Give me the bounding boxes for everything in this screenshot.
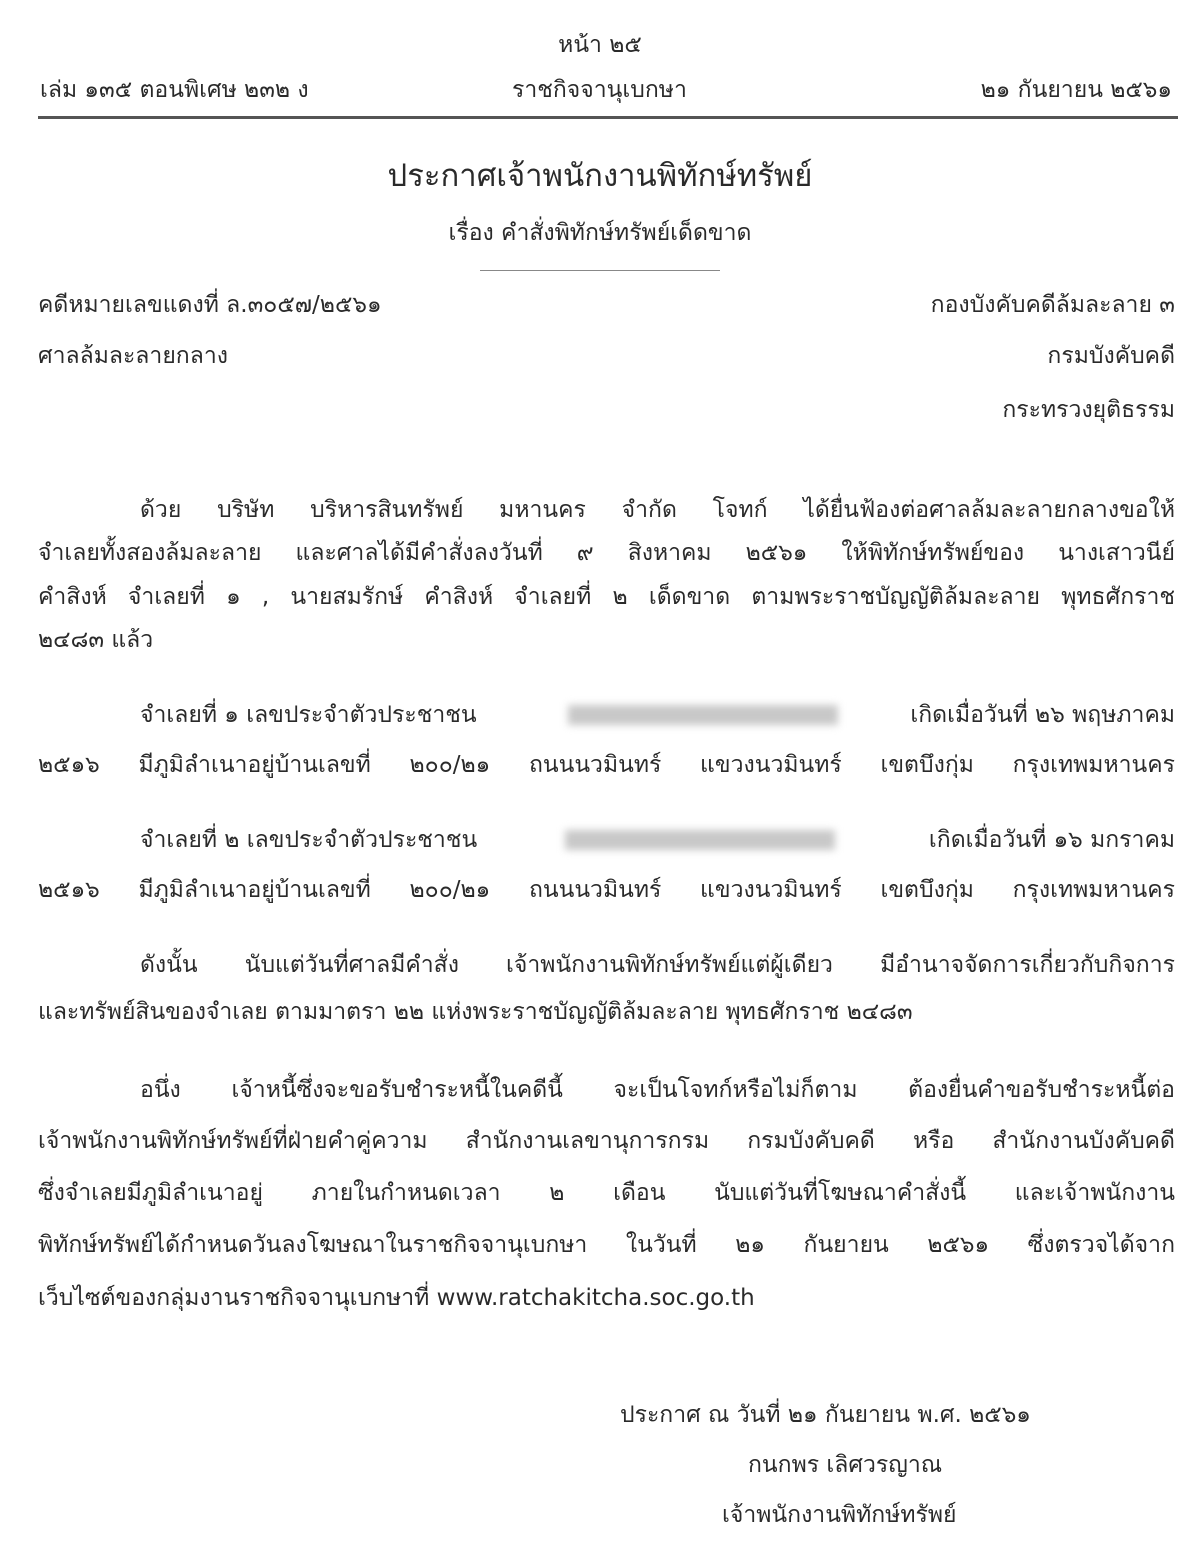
gazette-date: ๒๑ กันยายน ๒๕๖๑ [980,77,1172,103]
court-name: ศาลล้มละลายกลาง [38,343,228,369]
title-divider [480,270,720,271]
paragraph-5-line: เจ้าพนักงานพิทักษ์ทรัพย์ที่ฝ่ายคำคู่ความ สำนักงานเลขานุการกรม กรมบังคับคดี หรือ สำนักงานบังคับคดี [38,1128,1175,1154]
paragraph-5-line: อนึ่ง เจ้าหนี้ซึ่งจะขอรับชำระหนี้ในคดีนี้ จะเป็นโจทก์หรือไม่ก็ตาม ต้องยื่นคำขอรับชำระหนี้ต่อ [140,1077,1175,1103]
defendant-1-label: จำเลยที่ ๑ เลขประจำตัวประชาชน [140,702,477,728]
volume-info: เล่ม ๑๓๕ ตอนพิเศษ ๒๓๒ ง [40,77,309,103]
page-title: ประกาศเจ้าพนักงานพิทักษ์ทรัพย์ [387,158,813,194]
defendant-1-address: ๒๕๑๖ มีภูมิลำเนาอยู่บ้านเลขที่ ๒๐๐/๒๑ ถนนนวมินทร์ แขวงนวมินทร์ เขตบึงกุ่ม กรุงเทพมหานคร [38,752,1175,778]
paragraph-1-line: จำเลยทั้งสองล้มละลาย และศาลได้มีคำสั่งลงวันที่ ๙ สิงหาคม ๒๕๖๑ ให้พิทักษ์ทรัพย์ของ นางเสาวนีย์ [38,540,1175,566]
office-division: กองบังคับคดีล้มละลาย ๓ [930,292,1175,318]
gazette-name: ราชกิจจานุเบกษา [512,77,687,103]
defendant-2-address: ๒๕๑๖ มีภูมิลำเนาอยู่บ้านเลขที่ ๒๐๐/๒๑ ถนนนวมินทร์ แขวงนวมินทร์ เขตบึงกุ่ม กรุงเทพมหานคร [38,877,1175,903]
redacted-id-1 [568,705,838,725]
header-divider [38,116,1178,119]
office-department: กรมบังคับคดี [1047,343,1175,369]
page-number: หน้า ๒๕ [558,32,642,58]
announcement-date: ประกาศ ณ วันที่ ๒๑ กันยายน พ.ศ. ๒๕๖๑ [620,1402,1031,1428]
signer-name: กนกพร เลิศวรญาณ [748,1452,943,1478]
defendant-2-label: จำเลยที่ ๒ เลขประจำตัวประชาชน [140,827,478,853]
case-number: คดีหมายเลขแดงที่ ล.๓๐๕๗/๒๕๖๑ [38,292,382,318]
paragraph-1-line: คำสิงห์ จำเลยที่ ๑ , นายสมรักษ์ คำสิงห์ จำเลยที่ ๒ เด็ดขาด ตามพระราชบัญญัติล้มละลาย พุทธศักราช [38,584,1175,610]
paragraph-5-line: เว็บไซต์ของกลุ่มงานราชกิจจานุเบกษาที่ www.ratchakitcha.soc.go.th [38,1285,755,1311]
office-ministry: กระทรวงยุติธรรม [1002,397,1175,423]
redacted-id-2 [565,830,835,850]
defendant-2-birth: เกิดเมื่อวันที่ ๑๖ มกราคม [928,827,1175,853]
defendant-1-birth: เกิดเมื่อวันที่ ๒๖ พฤษภาคม [910,702,1175,728]
paragraph-4-line: และทรัพย์สินของจำเลย ตามมาตรา ๒๒ แห่งพระราชบัญญัติล้มละลาย พุทธศักราช ๒๔๘๓ [38,999,913,1025]
paragraph-1-line: ด้วย บริษัท บริหารสินทรัพย์ มหานคร จำกัด โจทก์ ได้ยื่นฟ้องต่อศาลล้มละลายกลางขอให้ [140,497,1175,523]
paragraph-1-line: ๒๔๘๓ แล้ว [38,627,154,653]
paragraph-4-line: ดังนั้น นับแต่วันที่ศาลมีคำสั่ง เจ้าพนักงานพิทักษ์ทรัพย์แต่ผู้เดียว มีอำนาจจัดการเกี่ยวกับกิจการ [140,952,1175,978]
signer-position: เจ้าพนักงานพิทักษ์ทรัพย์ [722,1502,957,1528]
paragraph-5-line: พิทักษ์ทรัพย์ได้กำหนดวันลงโฆษณาในราชกิจจานุเบกษา ในวันที่ ๒๑ กันยายน ๒๕๖๑ ซึ่งตรวจได้จาก [38,1232,1175,1258]
paragraph-5-line: ซึ่งจำเลยมีภูมิลำเนาอยู่ ภายในกำหนดเวลา ๒ เดือน นับแต่วันที่โฆษณาคำสั่งนี้ และเจ้าพนักงาน [38,1180,1175,1206]
subject: เรื่อง คำสั่งพิทักษ์ทรัพย์เด็ดขาด [448,220,752,246]
